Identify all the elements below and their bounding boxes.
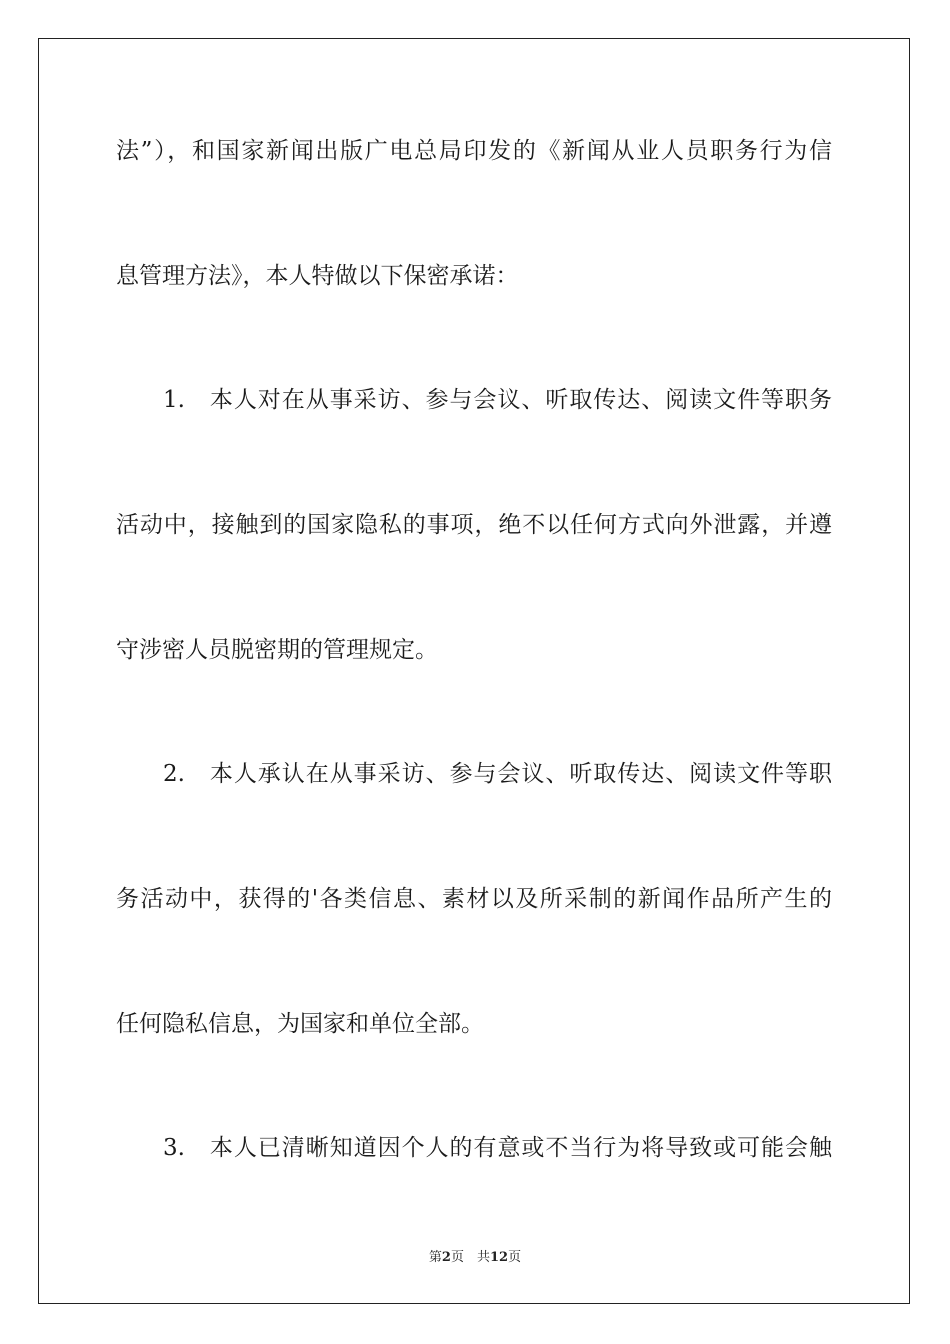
- page-border: [38, 38, 910, 1304]
- footer-total-pages: 12: [489, 1250, 509, 1265]
- list-item-1-line-1: 1. 本人对在从事采访、参与会议、听取传达、阅读文件等职务: [163, 387, 832, 413]
- footer-page-number: 2: [441, 1250, 451, 1265]
- footer-page-suffix: 页 共: [450, 1250, 490, 1265]
- footer-total-suffix: 页: [508, 1250, 522, 1265]
- list-item-1-line-2: 活动中，接触到的国家隐私的事项，绝不以任何方式向外泄露，并遵: [116, 512, 832, 538]
- footer-page-prefix: 第: [428, 1250, 442, 1265]
- list-item-2-line-2: 务活动中，获得的'各类信息、素材以及所采制的新闻作品所产生的: [116, 886, 832, 912]
- body-line-2: 息管理方法》，本人特做以下保密承诺：: [116, 263, 519, 289]
- body-line-1: 法”），和国家新闻出版广电总局印发的《新闻从业人员职务行为信: [116, 138, 832, 164]
- list-item-2-line-3: 任何隐私信息，为国家和单位全部。: [116, 1011, 484, 1037]
- list-item-1-line-3: 守涉密人员脱密期的管理规定。: [116, 637, 438, 663]
- list-item-2-line-1: 2. 本人承认在从事采访、参与会议、听取传达、阅读文件等职: [163, 761, 832, 787]
- list-item-3-line-1: 3. 本人已清晰知道因个人的有意或不当行为将导致或可能会触: [163, 1135, 832, 1161]
- page-footer: [0, 1246, 950, 1265]
